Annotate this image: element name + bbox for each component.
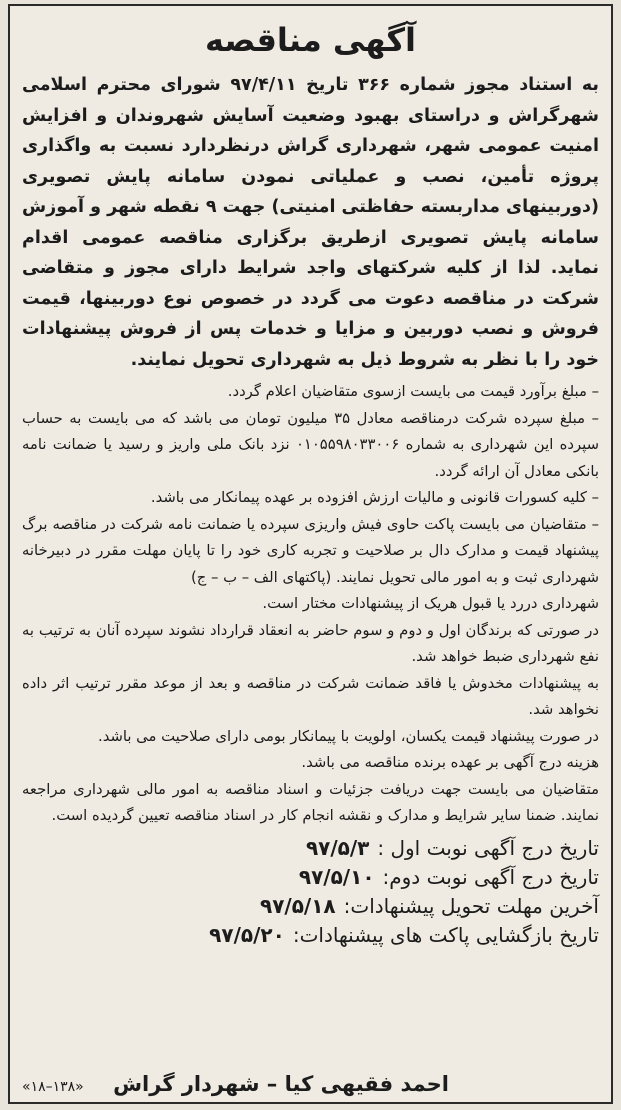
conditions-list (22, 379, 599, 830)
notice-title: آگهی مناقصه (205, 21, 416, 59)
date-value: ۹۷/۵/۲۰ (209, 922, 285, 947)
date-value: ۹۷/۵/۱۸ (259, 893, 336, 918)
condition-item: هزینه درج آگهی بر عهده برنده مناقصه می باشد. (301, 754, 599, 771)
condition-item: در صورت پیشنهاد قیمت یکسان، اولویت با پیمانکار بومی دارای صلاحیت می باشد. (97, 727, 599, 745)
date-row-opening (22, 921, 599, 950)
notice-code: «۱۸–۱۳۸» (22, 1079, 84, 1095)
condition-item: – مبلغ سپرده شرکت درمناقصه معادل ۳۵ میلیون تومان می باشد که می بایست به حساب سپرده این شهرداری به شماره ۰۱۰۵۵۹۸۰۳۳۰۰۶ نزد بانک ملی واریز و رسید یا ضمانت نامه بانکی معادل آن ارائه گردد. (22, 409, 599, 480)
date-value: ۹۷/۵/۱۰ (298, 864, 375, 889)
date-row-first-publish (22, 834, 599, 863)
date-row-second-publish (22, 863, 599, 892)
notice-intro: به استناد مجوز شماره ۳۶۶ تاریخ ۹۷/۴/۱۱ شورای محترم اسلامی شهرگراش و دراستای بهبود وضعیت آسایش شهروندان و افزایش امنیت عمومی شهر، شهرداری گراش درنظردارد نسبت به واگذاری پروژه تأمین، نصب و عملیاتی نمودن سامانه پایش تصویری (دوربینهای مداربسته حفاظتی امنیتی) جهت ۹ نقطه شهر و آموزش سامانه پایش تصویری ازطریق برگزاری مناقصه عمومی اقدام نماید. لذا از کلیه شرکتهای واجد شرایط دارای مجوز و متقاضی شرکت در مناقصه دعوت می گردد در خصوص نوع دوربینها، قیمت فروش و نصب دوربین و مزایا و خدمات پس از فروش پیشنهادات خود را با نظر به شروط ذیل به شهرداری تحویل نمایند. (22, 75, 600, 370)
date-row-deadline (22, 892, 599, 921)
notice-footer (22, 1072, 599, 1096)
date-label: تاریخ درج آگهی نوبت دوم: (382, 864, 599, 889)
date-value: ۹۷/۵/۳ (305, 835, 370, 860)
condition-item: در صورتی که برندگان اول و دوم و سوم حاضر به انعقاد قرارداد نشوند سپرده آنان به ترتیب به نفع شهرداری ضبط خواهد شد. (22, 621, 599, 665)
date-label: تاریخ بازگشایی پاکت های پیشنهادات: (292, 922, 599, 947)
condition-item: – کلیه کسورات قانونی و مالیات ارزش افزوده بر عهده پیمانکار می باشد. (150, 489, 599, 506)
signer-name: احمد فقیهی کیا – شهردار گراش (113, 1072, 449, 1096)
condition-item: به پیشنهادات مخدوش یا فاقد ضمانت شرکت در مناقصه و بعد از موعد مقرر ترتیب اثر داده نخواهد شد. (22, 674, 599, 718)
dates-block (22, 834, 599, 950)
date-label: تاریخ درج آگهی نوبت اول : (377, 835, 599, 860)
condition-item: شهرداری دررد یا قبول هریک از پیشنهادات مختار است. (262, 595, 599, 612)
notice-paper (8, 4, 613, 1104)
date-label: آخرین مهلت تحویل پیشنهادات: (343, 893, 599, 918)
condition-item: – متقاضیان می بایست پاکت حاوی فیش واریزی سپرده یا ضمانت نامه شرکت در مناقصه برگ پیشنهاد قیمت و مدارک دال بر صلاحیت و تجربه کاری خود را تا پایان مهلت مقرر در دبیرخانه شهرداری ثبت و به امور مالی تحویل نمایند. (پاکتهای الف – ب – ج) (22, 515, 599, 586)
condition-item: متقاضیان می بایست جهت دریافت جزئیات و اسناد مناقصه به امور مالی شهرداری مراجعه نمایند. ضمنا سایر شرایط و مدارک و نقشه انجام کار در اسناد مناقصه تعیین گردیده است. (22, 780, 599, 824)
condition-item: – مبلغ برآورد قیمت می بایست ازسوی متقاضیان اعلام گردد. (227, 383, 599, 400)
